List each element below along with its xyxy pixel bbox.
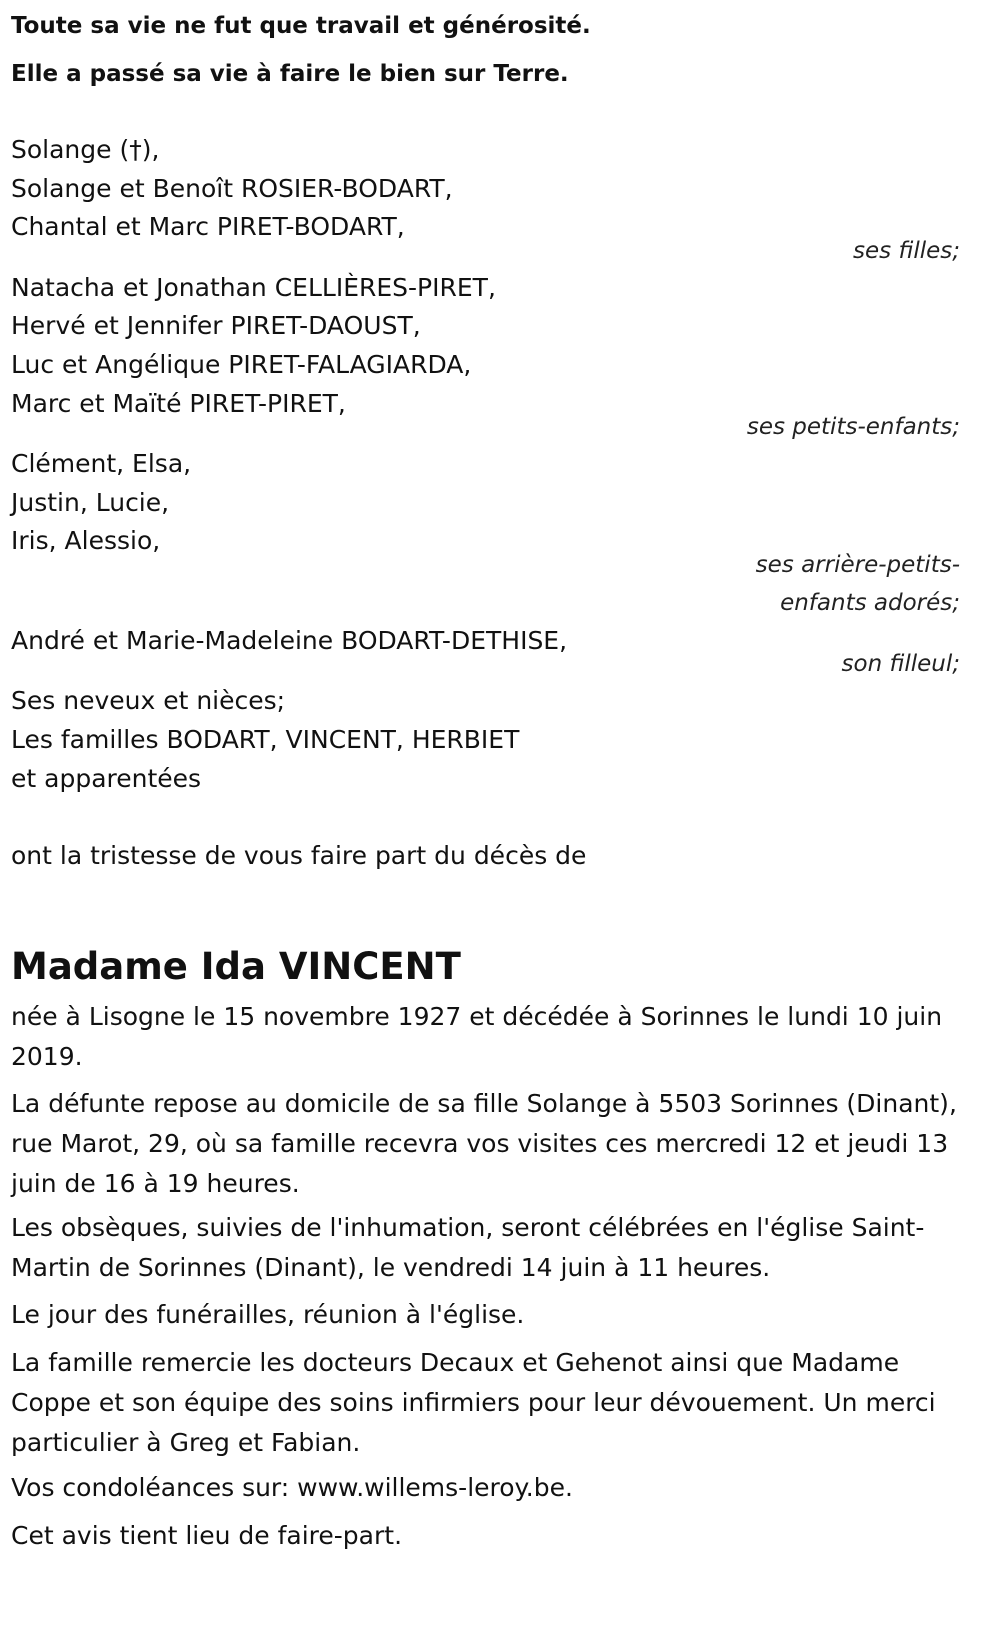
relation-great-grandchildren-line-2: enfants adorés; [780, 590, 960, 616]
deceased-name: Madame Ida VINCENT [11, 945, 461, 988]
gathering-paragraph: Le jour des funérailles, réunion à l'église. [11, 1300, 525, 1329]
family-member: Solange et Benoît ROSIER-BODART, [11, 174, 453, 203]
relation-godson: son filleul; [841, 651, 960, 677]
family-member: Natacha et Jonathan CELLIÈRES-PIRET, [11, 273, 496, 302]
relation-grandchildren: ses petits-enfants; [746, 414, 960, 440]
announcement-text: ont la tristesse de vous faire part du décès de [11, 841, 587, 870]
family-member: Hervé et Jennifer PIRET-DAOUST, [11, 311, 421, 340]
other-relatives: Ses neveux et nièces; [11, 686, 286, 715]
birth-death-paragraph: née à Lisogne le 15 novembre 1927 et décédée à Sorinnes le lundi 10 juin 2019. [11, 1002, 943, 1071]
visitation-paragraph: La défunte repose au domicile de sa fille Solange à 5503 Sorinnes (Dinant), rue Marot, 29, où sa famille recevra vos visites ces mercredi 12 et jeudi 13 juin de 16 à 19 heures. [11, 1089, 957, 1198]
family-member: Clément, Elsa, [11, 449, 192, 478]
thanks-paragraph: La famille remercie les docteurs Decaux et Gehenot ainsi que Madame Coppe et son équipe des soins infirmiers pour leur dévouement. Un merci particulier à Greg et Fabian. [11, 1348, 936, 1457]
relation-great-grandchildren-line-1: ses arrière-petits- [755, 552, 960, 578]
epitaph-line-2: Elle a passé sa vie à faire le bien sur Terre. [11, 61, 569, 87]
family-member: André et Marie-Madeleine BODART-DETHISE, [11, 626, 568, 655]
family-member: Luc et Angélique PIRET-FALAGIARDA, [11, 350, 472, 379]
family-member: Justin, Lucie, [11, 488, 170, 517]
family-member: Chantal et Marc PIRET-BODART, [11, 212, 405, 241]
epitaph-line-1: Toute sa vie ne fut que travail et générosité. [11, 13, 591, 39]
other-relatives: Les familles BODART, VINCENT, HERBIET [11, 725, 520, 754]
family-member: Solange (†), [11, 135, 160, 164]
relation-daughters: ses filles; [853, 238, 960, 264]
family-member: Marc et Maïté PIRET-PIRET, [11, 389, 346, 418]
condolences-paragraph: Vos condoléances sur: www.willems-leroy.be. [11, 1473, 573, 1502]
other-relatives: et apparentées [11, 764, 202, 793]
notice-paragraph: Cet avis tient lieu de faire-part. [11, 1521, 403, 1550]
funeral-paragraph: Les obsèques, suivies de l'inhumation, seront célébrées en l'église Saint-Martin de Sorinnes (Dinant), le vendredi 14 juin à 11 heures. [11, 1213, 925, 1282]
family-member: Iris, Alessio, [11, 526, 161, 555]
